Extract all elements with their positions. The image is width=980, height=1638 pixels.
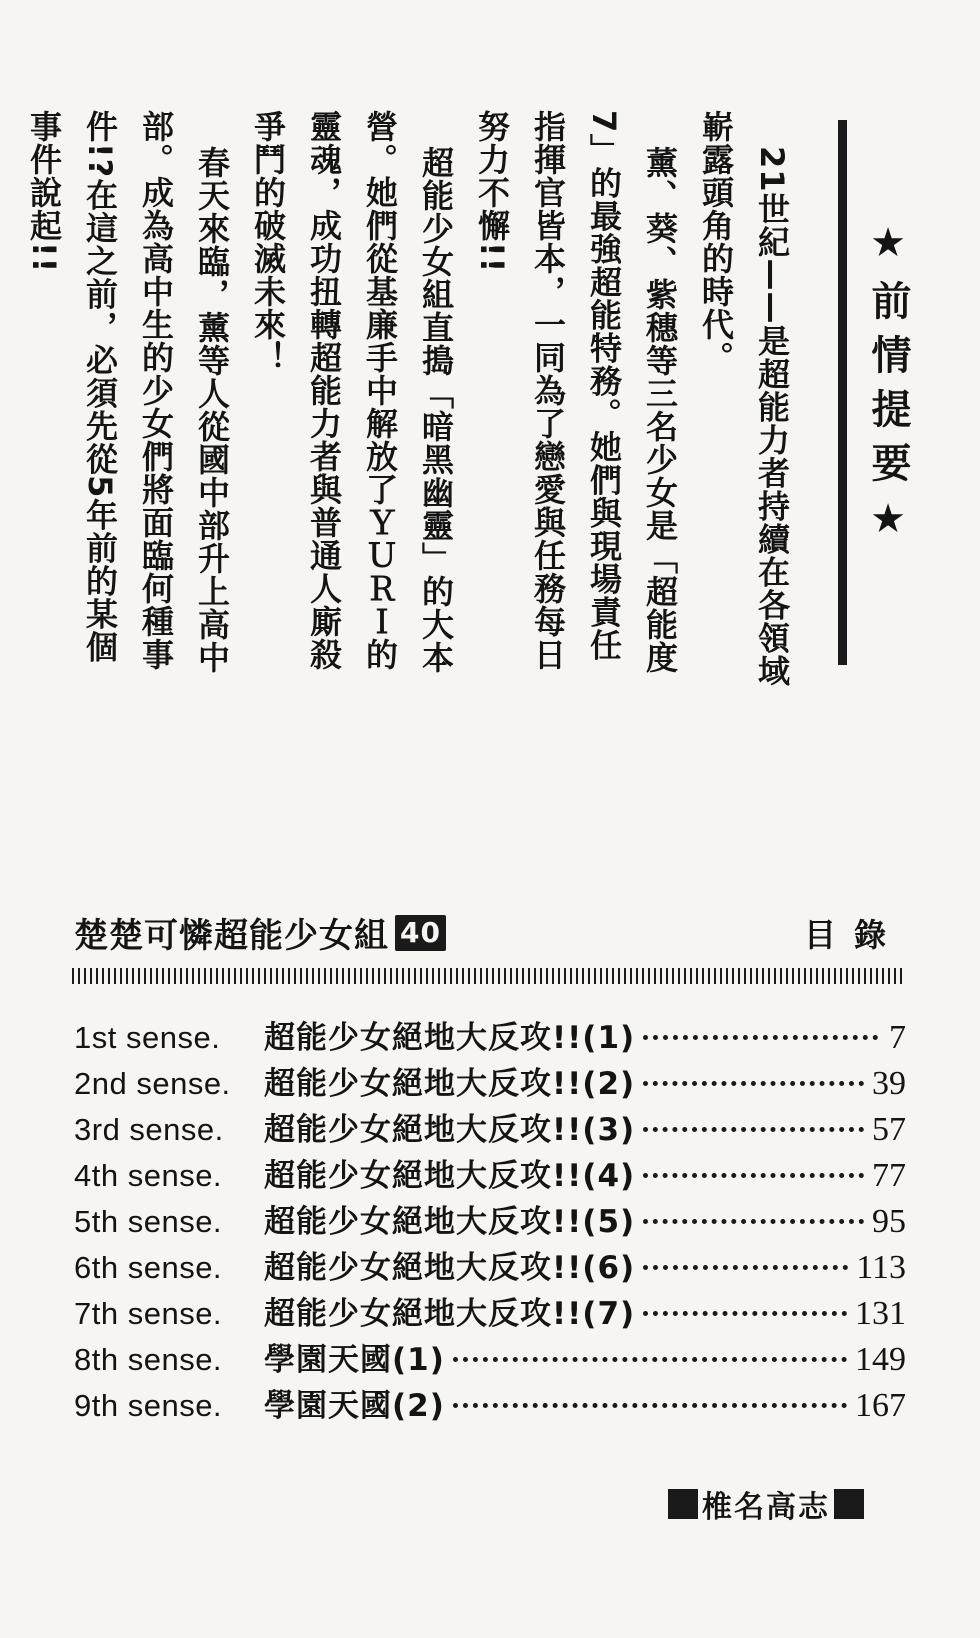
toc-entry[interactable]: [74, 1058, 906, 1104]
synopsis-text: [25, 110, 800, 730]
synopsis-line: 薰、葵、紫穗等三名少女是「超能度: [641, 146, 679, 674]
toc-dot-leader: [643, 1311, 847, 1316]
synopsis-line: 春天來臨，薰等人從國中部升上高中: [193, 146, 231, 674]
synopsis-line: 部。成為高中生的少女們將面臨何種事: [137, 110, 175, 671]
toc-page-number: 149: [855, 1341, 906, 1378]
toc-page-number: 77: [872, 1157, 906, 1194]
toc-dot-leader: [643, 1265, 848, 1270]
toc-page-number: 95: [872, 1203, 906, 1240]
synopsis-line: 超能少女組直搗「暗黑幽靈」的大本: [417, 146, 455, 674]
toc-dot-leader: [643, 1127, 864, 1132]
synopsis-line: 靈魂，成功扭轉超能力者與普通人廝殺: [305, 110, 343, 671]
toc-entry[interactable]: [74, 1380, 906, 1426]
volume-badge: 40: [395, 915, 446, 951]
toc-sense: 1st sense.: [74, 1020, 221, 1055]
synopsis-line: 件!?在這之前，必須先從5年前的某個: [81, 110, 119, 664]
toc-sense: 5th sense.: [74, 1204, 223, 1239]
toc-sense: 4th sense.: [74, 1158, 223, 1193]
synopsis-line: 嶄露頭角的時代。: [697, 110, 735, 374]
toc-dot-leader: [643, 1173, 864, 1178]
toc-chapter: 超能少女絕地大反攻!!(2): [264, 1066, 636, 1102]
toc-sense: 2nd sense.: [74, 1066, 231, 1101]
toc-entry[interactable]: [74, 1150, 906, 1196]
toc-chapter: 學園天國(2): [264, 1388, 445, 1424]
toc-chapter: 超能少女絕地大反攻!!(4): [264, 1158, 636, 1194]
synopsis-line: 努力不懈!!: [473, 110, 511, 274]
toc-label: 目錄: [803, 916, 904, 954]
synopsis-rule: [838, 120, 847, 665]
synopsis-line: 營。她們從基廉手中解放了ＹＵＲＩ的: [361, 110, 399, 671]
toc-page-number: 131: [855, 1295, 906, 1332]
toc-entry[interactable]: [74, 1242, 906, 1288]
toc-sense: 9th sense.: [74, 1388, 223, 1423]
toc-entry[interactable]: [74, 1104, 906, 1150]
toc-chapter: 超能少女絕地大反攻!!(5): [264, 1204, 636, 1240]
synopsis-heading: ★前情提要★: [865, 220, 911, 556]
toc-entry[interactable]: [74, 1288, 906, 1334]
toc-page-number: 39: [872, 1065, 906, 1102]
toc-list: [74, 1012, 906, 1426]
synopsis-line: 指揮官皆本，一同為了戀愛與任務每日: [529, 110, 567, 671]
toc-page-number: 57: [872, 1111, 906, 1148]
author-name: 椎名高志: [702, 1490, 830, 1525]
synopsis-line: 7」的最強超能特務。她們與現場責任: [585, 110, 623, 662]
toc-page-number: 167: [855, 1387, 906, 1424]
toc-dot-leader: [643, 1081, 864, 1086]
toc-dot-leader: [643, 1219, 864, 1224]
toc-sense: 6th sense.: [74, 1250, 223, 1285]
toc-dot-leader: [453, 1403, 847, 1408]
toc-dot-leader: [453, 1357, 847, 1362]
synopsis-line: 爭鬥的破滅未來！: [249, 110, 287, 374]
toc-chapter: 學園天國(1): [264, 1342, 445, 1378]
toc-chapter: 超能少女絕地大反攻!!(7): [264, 1296, 636, 1332]
toc-sense: 3rd sense.: [74, 1112, 224, 1147]
toc-sense: 7th sense.: [74, 1296, 223, 1331]
series-title-text: 楚楚可憐超能少女組: [74, 916, 389, 956]
toc-sense: 8th sense.: [74, 1342, 223, 1377]
series-title: [74, 908, 446, 957]
toc-dot-leader: [643, 1035, 878, 1040]
square-bullet-icon: [834, 1489, 864, 1519]
toc-page-number: 7: [889, 1019, 906, 1056]
toc-entry[interactable]: [74, 1334, 906, 1380]
toc-chapter: 超能少女絕地大反攻!!(6): [264, 1250, 636, 1286]
toc-entry[interactable]: [74, 1196, 906, 1242]
toc-header: [74, 908, 904, 958]
synopsis-line: 事件說起!!: [25, 110, 63, 274]
toc-chapter: 超能少女絕地大反攻!!(1): [264, 1020, 636, 1056]
square-bullet-icon: [668, 1489, 698, 1519]
hatch-divider: [72, 968, 904, 984]
toc-page-number: 113: [856, 1249, 906, 1286]
toc-entry[interactable]: [74, 1012, 906, 1058]
author-credit: [668, 1482, 864, 1526]
toc-chapter: 超能少女絕地大反攻!!(3): [264, 1112, 636, 1148]
synopsis-line: 21世紀——是超能力者持續在各領域: [753, 146, 791, 688]
